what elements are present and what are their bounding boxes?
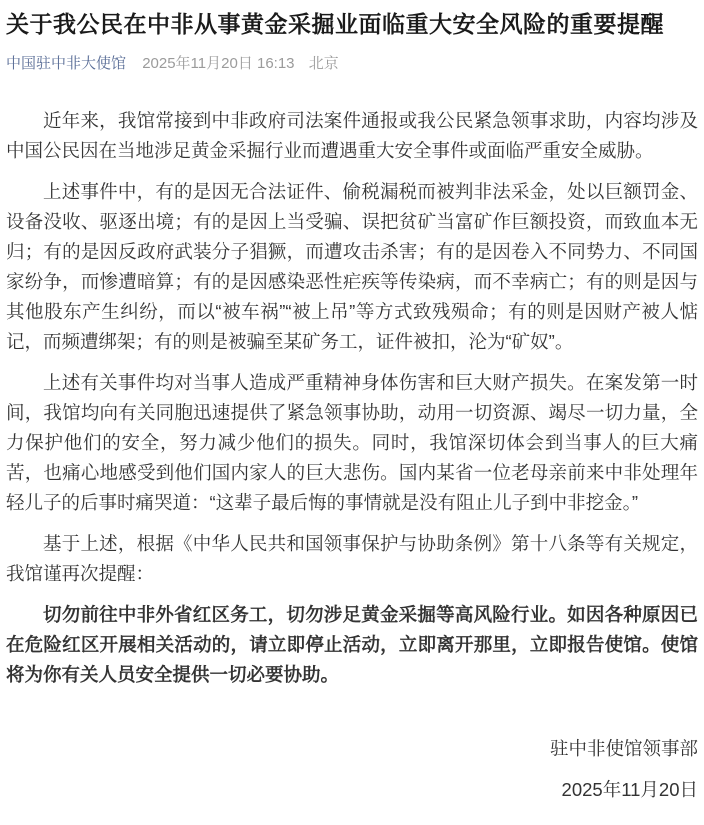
body-paragraph-1: 近年来，我馆常接到中非政府司法案件通报或我公民紧急领事求助，内容均涉及中国公民因在当地涉足黄金采掘行业而遭遇重大安全事件或面临严重安全威胁。 bbox=[6, 110, 698, 161]
body-paragraph-2: 上述事件中，有的是因无合法证件、偷税漏税而被判非法采金，处以巨额罚金、设备没收、驱逐出境；有的是因上当受骗、误把贫矿当富矿作巨额投资，而致血本无归；有的是因反政府武装分子猖獗，而遭攻击杀害；有的是因卷入不同势力、不同国家纷争，而惨遭暗算；有的是因感染恶性疟疾等传染病，而不幸病亡；有的则是因与其他股东产生纠纷，而以“被车祸”“被上吊”等方式致残殒命；有的则是因财产被人惦记，而频遭绑架；有的则是被骗至某矿务工，证件被扣，沦为“矿奴”。 bbox=[6, 181, 698, 352]
article-title: 关于我公民在中非从事黄金采掘业面临重大安全风险的重要提醒 bbox=[6, 11, 664, 37]
publish-location: 北京 bbox=[308, 55, 339, 72]
warning-paragraph: 切勿前往中非外省红区务工，切勿涉足黄金采掘等高风险行业。如因各种原因已在危险红区开展相关活动的，请立即停止活动，立即离开那里，立即报告使馆。使馆将为你有关人员安全提供一切必要协助。 bbox=[6, 604, 698, 685]
publish-datetime: 2025年11月20日 16:13 bbox=[142, 55, 295, 72]
article-body bbox=[6, 106, 698, 805]
body-paragraph-4: 基于上述，根据《中华人民共和国领事保护与协助条例》第十八条等有关规定，我馆谨再次提醒： bbox=[6, 533, 698, 584]
signature-date: 2025年11月20日 bbox=[561, 779, 698, 800]
signature-department: 驻中非使馆领事部 bbox=[549, 738, 698, 759]
article-meta bbox=[6, 54, 698, 74]
body-paragraph-3: 上述有关事件均对当事人造成严重精神身体伤害和巨大财产损失。在案发第一时间，我馆均向有关同胞迅速提供了紧急领事协助，动用一切资源、竭尽一切力量，全力保护他们的安全，努力减少他们的损失。同时，我馆深切体会到当事人的巨大痛苦，也痛心地感受到他们国内家人的巨大悲伤。国内某省一位老母亲前来中非处理年轻儿子的后事时痛哭道：“这辈子最后悔的事情就是没有阻止儿子到中非挖金。” bbox=[6, 372, 698, 513]
account-name-link[interactable]: 中国驻中非大使馆 bbox=[6, 55, 127, 72]
